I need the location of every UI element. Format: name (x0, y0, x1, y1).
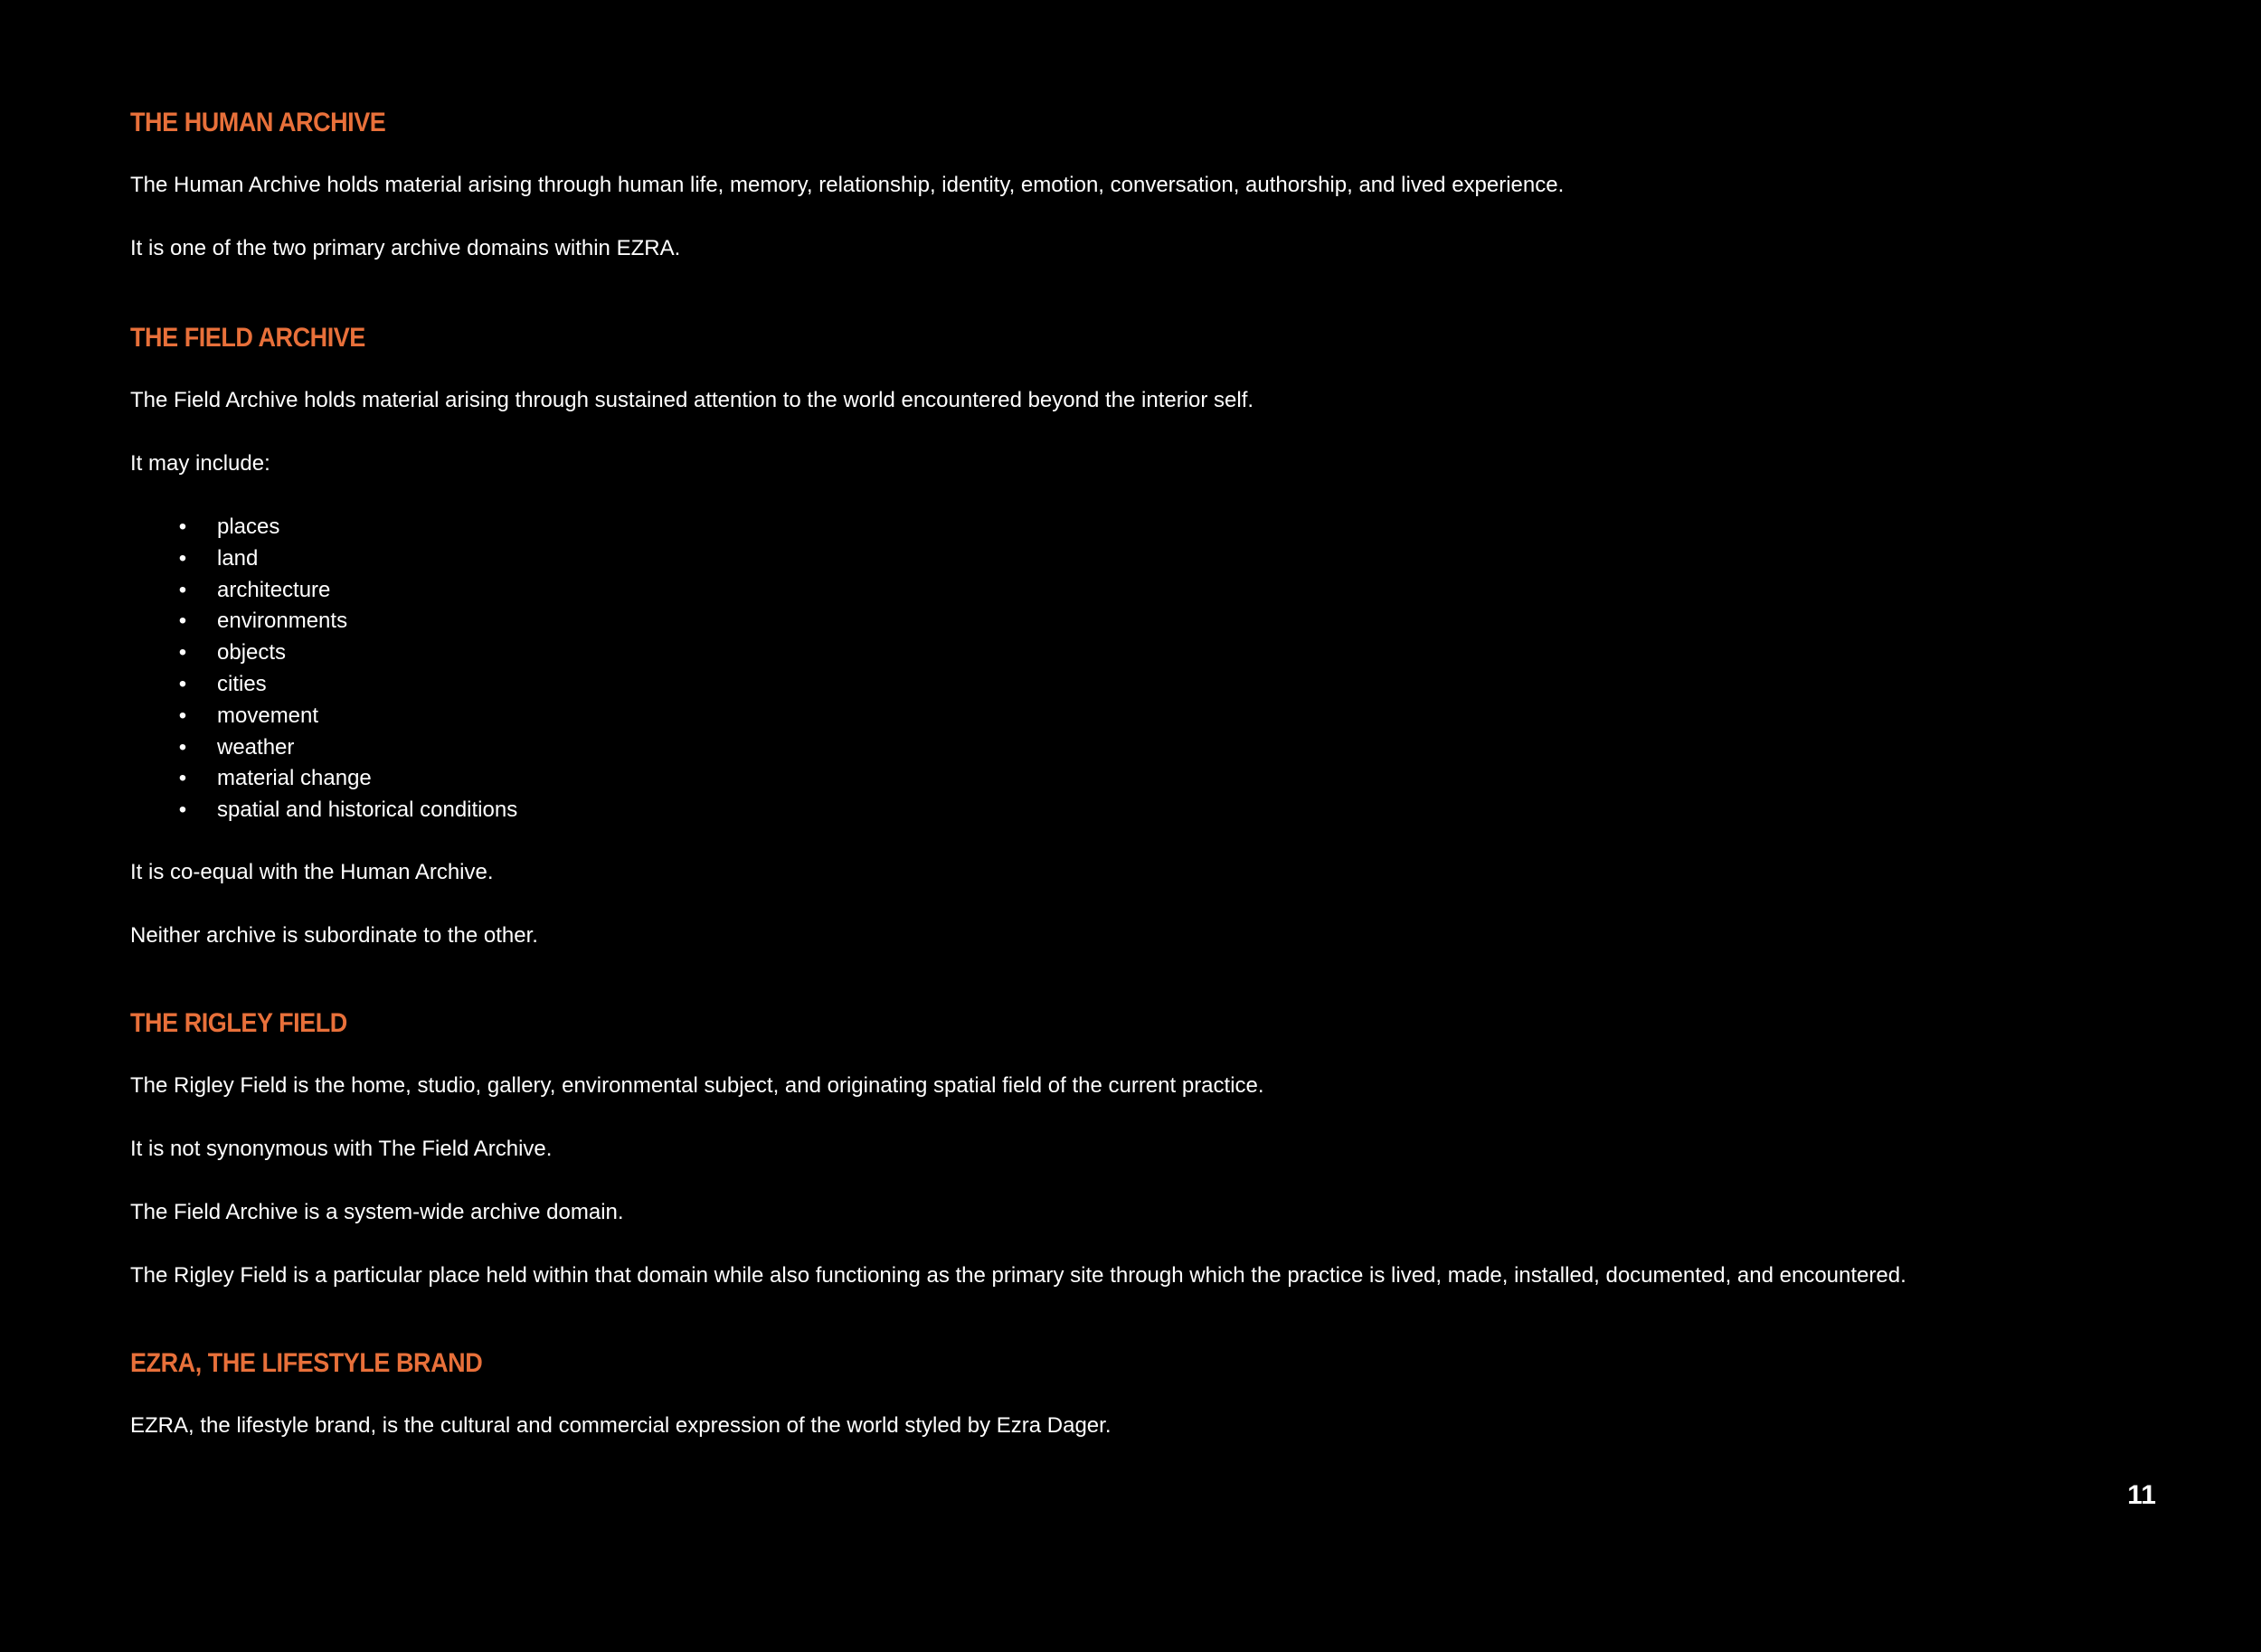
paragraph: The Rigley Field is a particular place held within that domain while also functioning as the primary site through which the practice is lived, made, installed, documented, and encountered. (130, 1262, 1906, 1288)
list-item-text: environments (217, 609, 348, 634)
section-heading: THE RIGLEY FIELD (130, 1007, 347, 1038)
section-human-archive (130, 105, 2156, 262)
paragraph: It is not synonymous with The Field Archive. (130, 1136, 553, 1161)
bullet-icon: • (178, 609, 187, 634)
list-intro: It may include: (130, 451, 270, 476)
section-heading: THE FIELD ARCHIVE (130, 323, 365, 353)
list-item (130, 543, 2156, 575)
paragraph: The Rigley Field is the home, studio, gallery, environmental subject, and originating spatial field of the current practice. (130, 1072, 1264, 1098)
bullet-icon: • (178, 577, 187, 602)
page-number: 11 (2127, 1480, 2156, 1510)
section-rigley-field (130, 1005, 2156, 1289)
list-item (130, 732, 2156, 764)
list-item-text: objects (217, 640, 287, 666)
bullet-list (130, 512, 2156, 826)
paragraph: It is co-equal with the Human Archive. (130, 859, 494, 884)
list-item-text: land (217, 545, 259, 571)
list-item-text: architecture (217, 577, 331, 602)
section-field-archive (130, 320, 2156, 949)
list-item-text: places (217, 514, 280, 539)
list-item (130, 637, 2156, 669)
paragraph: It is one of the two primary archive domains within EZRA. (130, 236, 681, 260)
list-item (130, 606, 2156, 637)
paragraph: EZRA, the lifestyle brand, is the cultural and commercial expression of the world styled by Ezra Dager. (130, 1412, 1112, 1438)
list-item-text: material change (217, 766, 372, 791)
paragraph: The Human Archive holds material arising through human life, memory, relationship, identity, emotion, conversation, authorship, and lived experience. (130, 173, 1565, 197)
bullet-icon: • (178, 671, 187, 696)
bullet-icon: • (178, 514, 187, 539)
bullet-icon: • (178, 766, 187, 791)
list-item (130, 575, 2156, 607)
bullet-icon: • (178, 734, 187, 760)
section-heading: THE HUMAN ARCHIVE (130, 108, 386, 137)
list-item-text: cities (217, 671, 267, 696)
bullet-icon: • (178, 798, 187, 823)
bullet-icon: • (178, 703, 187, 728)
list-item (130, 669, 2156, 701)
list-item-text: movement (217, 703, 319, 728)
list-item-text: spatial and historical conditions (217, 798, 518, 823)
page-content (130, 105, 2156, 1440)
bullet-icon: • (178, 640, 187, 666)
paragraph: The Field Archive is a system-wide archive domain. (130, 1199, 624, 1224)
paragraph: The Field Archive holds material arising through sustained attention to the world encountered beyond the interior self. (130, 388, 1254, 412)
list-item (130, 512, 2156, 543)
list-item (130, 763, 2156, 795)
section-lifestyle-brand (130, 1345, 2156, 1440)
list-item (130, 701, 2156, 732)
section-heading: EZRA, THE LIFESTYLE BRAND (130, 1347, 483, 1378)
bullet-icon: • (178, 545, 187, 571)
list-item (130, 795, 2156, 826)
paragraph: Neither archive is subordinate to the other. (130, 922, 538, 948)
list-item-text: weather (217, 734, 295, 760)
